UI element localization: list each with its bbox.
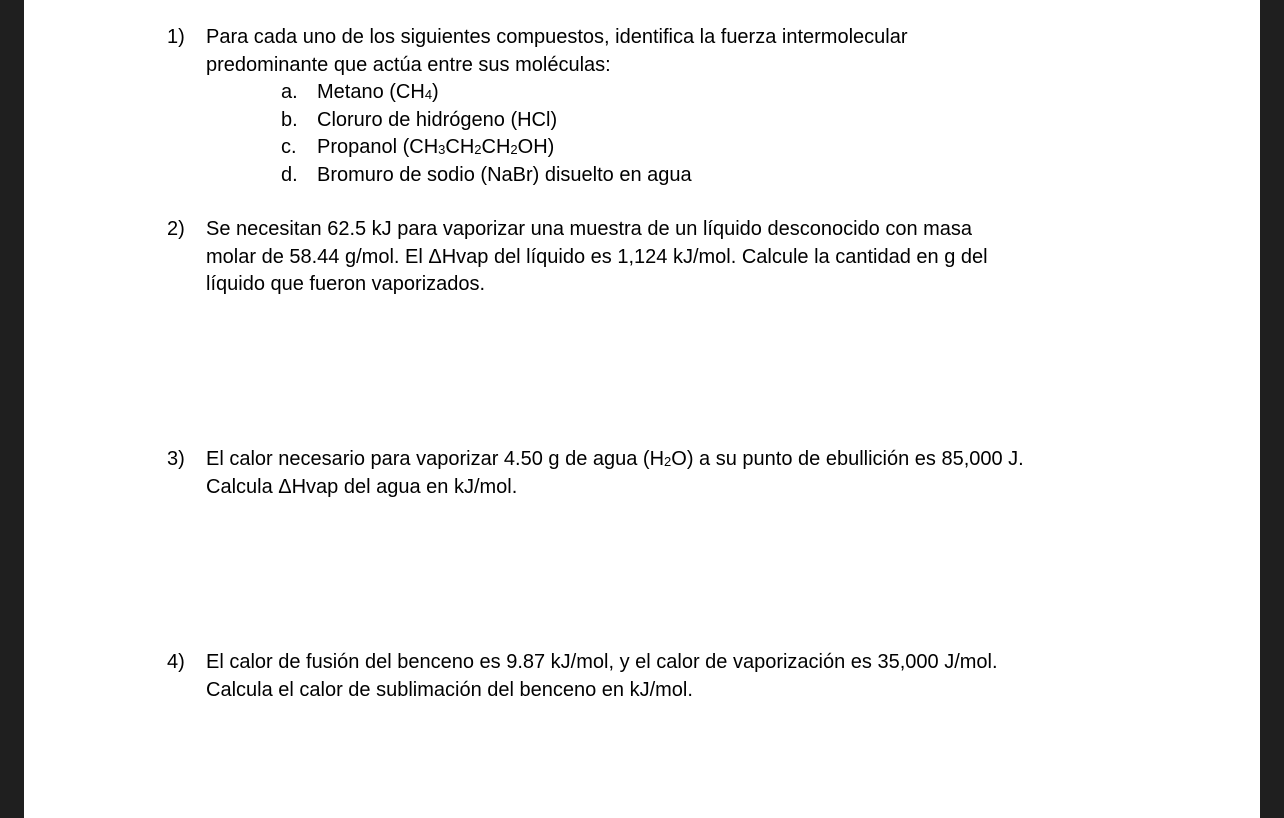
subitem-text: Propanol $(CH_3CH_2CH_2OH)$: [317, 136, 555, 158]
question-number: 2): [167, 218, 185, 240]
question-number: 3): [167, 448, 185, 470]
subitem-label: a.: [281, 81, 298, 103]
worksheet-page: [24, 0, 1260, 818]
question-line: líquido que fueron vaporizados.: [206, 273, 486, 295]
question-text: [206, 649, 1146, 704]
question-text: [206, 24, 1146, 186]
subitem-text: Bromuro de sodio (NaBr) disuelto en agua: [317, 163, 692, 186]
subitem-text: Cloruro de hidrógeno (HCl): [317, 108, 558, 131]
question-text: [206, 446, 1146, 501]
subitem-label: d.: [281, 163, 298, 186]
subitem-label: b.: [281, 108, 298, 131]
question-line: Calcula el calor de sublimación del benceno en kJ/mol.: [206, 678, 693, 701]
question-line: Se necesitan 62.5 kJ para vaporizar una muestra de un líquido desconocido con masa: [206, 218, 973, 240]
subitem-label: c.: [281, 136, 297, 158]
subitem-text: Metano $(CH_4)$: [317, 81, 439, 103]
question-line: El calor necesario para vaporizar 4.50 g de agua $(H_2O)$ a su punto de ebullición es 85,000 J.: [206, 448, 1024, 470]
question-line: molar de 58.44 g/mol. El ΔHvap del líquido es 1,124 kJ/mol. Calcule la cantidad en g del: [206, 245, 988, 268]
question-number: 1): [167, 26, 185, 48]
question-line: Calcula ΔHvap del agua en kJ/mol.: [206, 475, 518, 498]
question-number: 4): [167, 651, 185, 673]
question-line: El calor de fusión del benceno es 9.87 kJ/mol, y el calor de vaporización es 35,000 J/mol.: [206, 651, 998, 673]
question-text: [206, 216, 1146, 299]
question-line: Para cada uno de los siguientes compuestos, identifica la fuerza intermolecular: [206, 26, 908, 48]
question-line: predominante que actúa entre sus moléculas:: [206, 53, 611, 76]
